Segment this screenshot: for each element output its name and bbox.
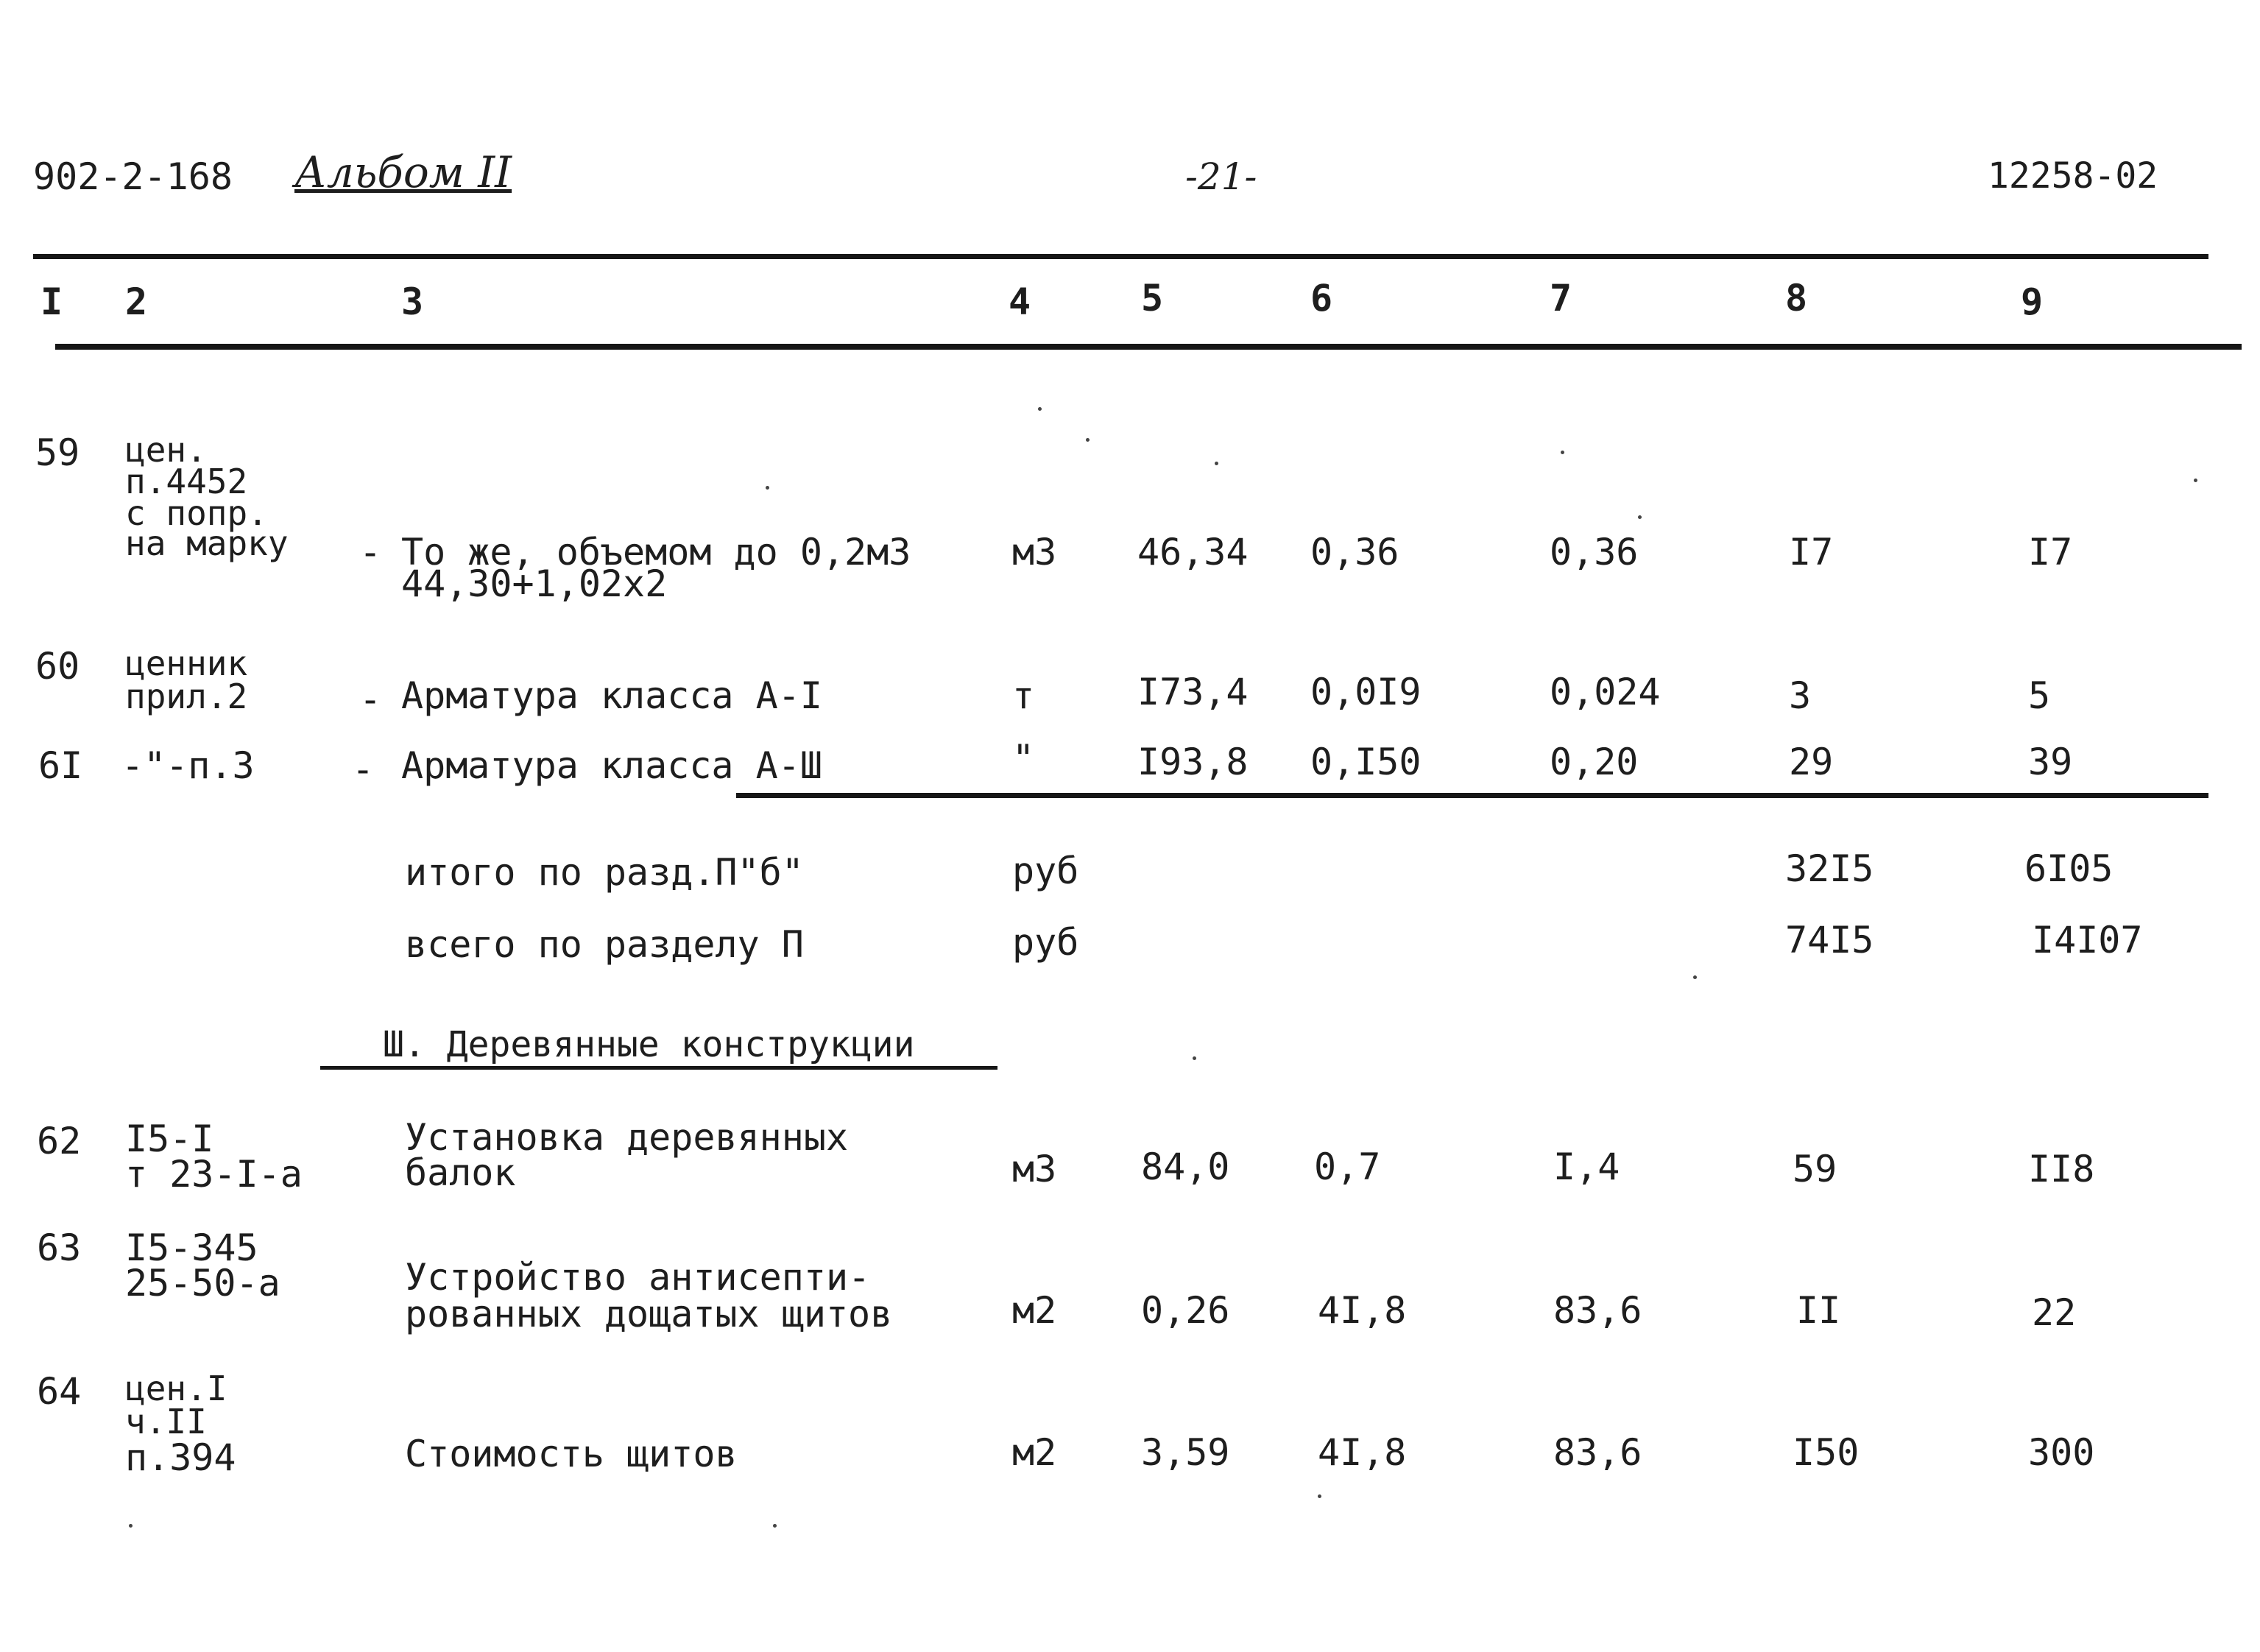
row-number: 60	[35, 645, 80, 688]
price-reference: цен.	[125, 430, 207, 470]
column-header: 2	[125, 280, 148, 323]
section-underline	[320, 1066, 997, 1070]
scan-speck	[773, 1524, 777, 1528]
item-description: То же, объемом до 0,2м3	[401, 531, 911, 573]
cell-col5: 0,26	[1141, 1289, 1230, 1332]
cell-col9: II8	[2028, 1148, 2095, 1190]
cell-col6: 4I,8	[1318, 1431, 1407, 1474]
item-description: Устройство антисепти-	[405, 1256, 871, 1299]
cell-col9: I7	[2028, 531, 2073, 573]
cell-col6: 0,I50	[1310, 741, 1422, 783]
dash-mark: -	[352, 748, 375, 791]
cell-col6: 4I,8	[1318, 1289, 1407, 1332]
cell-col8: 74I5	[1785, 919, 1874, 961]
column-header: 4	[1009, 280, 1031, 323]
unit: руб	[1012, 850, 1079, 892]
subtotal-rule	[736, 793, 2208, 798]
cell-col6: 0,7	[1314, 1146, 1381, 1188]
cell-col5: I73,4	[1137, 671, 1249, 713]
item-description: Стоимость щитов	[405, 1433, 738, 1475]
cell-col9: 5	[2028, 674, 2051, 717]
column-header: I	[40, 280, 63, 323]
item-description: Арматура класса А-Ш	[401, 744, 822, 787]
unit: руб	[1012, 921, 1079, 964]
cell-col8: 59	[1793, 1148, 1837, 1190]
price-reference: 25-50-а	[125, 1262, 280, 1305]
scan-speck	[1215, 462, 1218, 465]
dash-mark: -	[359, 531, 382, 573]
unit: т	[1012, 674, 1035, 717]
scan-speck	[1561, 451, 1564, 454]
item-description: балок	[405, 1151, 516, 1194]
column-header: 3	[401, 280, 424, 323]
unit: м2	[1012, 1289, 1057, 1332]
row-number: 64	[37, 1370, 82, 1413]
cell-col8: I50	[1793, 1431, 1860, 1474]
item-description: Установка деревянных	[405, 1116, 849, 1159]
cell-col7: 0,36	[1550, 531, 1639, 573]
section-heading: Ш. Деревянные конструкции	[383, 1024, 915, 1065]
column-header: 7	[1550, 277, 1572, 320]
sheet-number: 12258-02	[1988, 155, 2158, 197]
page-number: -21-	[1185, 155, 1257, 198]
album-label: Альбом II	[294, 147, 512, 197]
unit: м2	[1012, 1431, 1057, 1474]
cell-col7: I,4	[1553, 1146, 1620, 1188]
scan-speck	[1038, 407, 1042, 411]
price-reference: прил.2	[125, 677, 248, 716]
cell-col6: 0,36	[1310, 531, 1399, 573]
price-reference: п.394	[125, 1436, 236, 1479]
item-description: рованных дощатых щитов	[405, 1293, 893, 1335]
price-reference: с попр.	[125, 493, 268, 533]
price-reference: ч.II	[125, 1402, 207, 1441]
cell-col8: II	[1796, 1289, 1841, 1332]
price-reference: т 23-I-а	[125, 1153, 303, 1196]
column-header: 8	[1785, 277, 1808, 320]
row-number: 6I	[38, 744, 83, 787]
scan-speck	[1638, 515, 1642, 519]
top-rule	[33, 254, 2208, 259]
cell-col5: 3,59	[1141, 1431, 1230, 1474]
cell-col9: 300	[2028, 1431, 2095, 1474]
column-header: 6	[1310, 277, 1333, 320]
cell-col9: 22	[2032, 1291, 2077, 1334]
cell-col9: 39	[2028, 741, 2073, 783]
cell-col9: I4I07	[2032, 919, 2143, 961]
scan-speck	[1693, 975, 1697, 979]
row-number: 62	[37, 1120, 82, 1162]
cell-col8: 32I5	[1785, 847, 1874, 890]
column-header-rule	[55, 344, 2242, 350]
cell-col7: 0,20	[1550, 741, 1639, 783]
scan-speck	[129, 1524, 133, 1528]
total-label: всего по разделу П	[405, 923, 804, 966]
cell-col7: 83,6	[1553, 1289, 1642, 1332]
price-reference: I5-345	[125, 1226, 258, 1269]
cell-col7: 0,024	[1550, 671, 1661, 713]
item-description: Арматура класса А-I	[401, 674, 822, 717]
unit: м3	[1012, 531, 1057, 573]
cell-col8: 3	[1789, 674, 1812, 717]
item-description: 44,30+1,02х2	[401, 562, 668, 605]
subtotal-label: итого по разд.П"б"	[405, 851, 804, 894]
scan-speck	[1193, 1056, 1196, 1060]
dash-mark: -	[359, 678, 382, 721]
scan-speck	[2194, 479, 2197, 482]
row-number: 59	[35, 431, 80, 474]
document-code: 902-2-168	[33, 155, 233, 198]
cell-col5: 84,0	[1141, 1146, 1230, 1188]
scan-speck	[1318, 1494, 1321, 1498]
cell-col8: I7	[1789, 531, 1834, 573]
price-reference: на марку	[125, 523, 289, 563]
price-reference: -"-п.3	[121, 744, 255, 787]
price-reference: I5-I	[125, 1118, 214, 1160]
unit: "	[1012, 737, 1035, 780]
cell-col5: 46,34	[1137, 531, 1249, 573]
scan-speck	[766, 486, 769, 490]
price-reference: цен.I	[125, 1369, 227, 1408]
column-header: 5	[1141, 277, 1164, 320]
cell-col9: 6I05	[2024, 847, 2114, 890]
cell-col6: 0,0I9	[1310, 671, 1422, 713]
scan-speck	[1086, 438, 1090, 442]
cell-col7: 83,6	[1553, 1431, 1642, 1474]
cell-col5: I93,8	[1137, 741, 1249, 783]
row-number: 63	[37, 1226, 82, 1269]
column-header: 9	[2021, 280, 2044, 323]
unit: м3	[1012, 1148, 1057, 1190]
price-reference: ценник	[125, 643, 248, 683]
cell-col8: 29	[1789, 741, 1834, 783]
price-reference: п.4452	[125, 462, 248, 501]
